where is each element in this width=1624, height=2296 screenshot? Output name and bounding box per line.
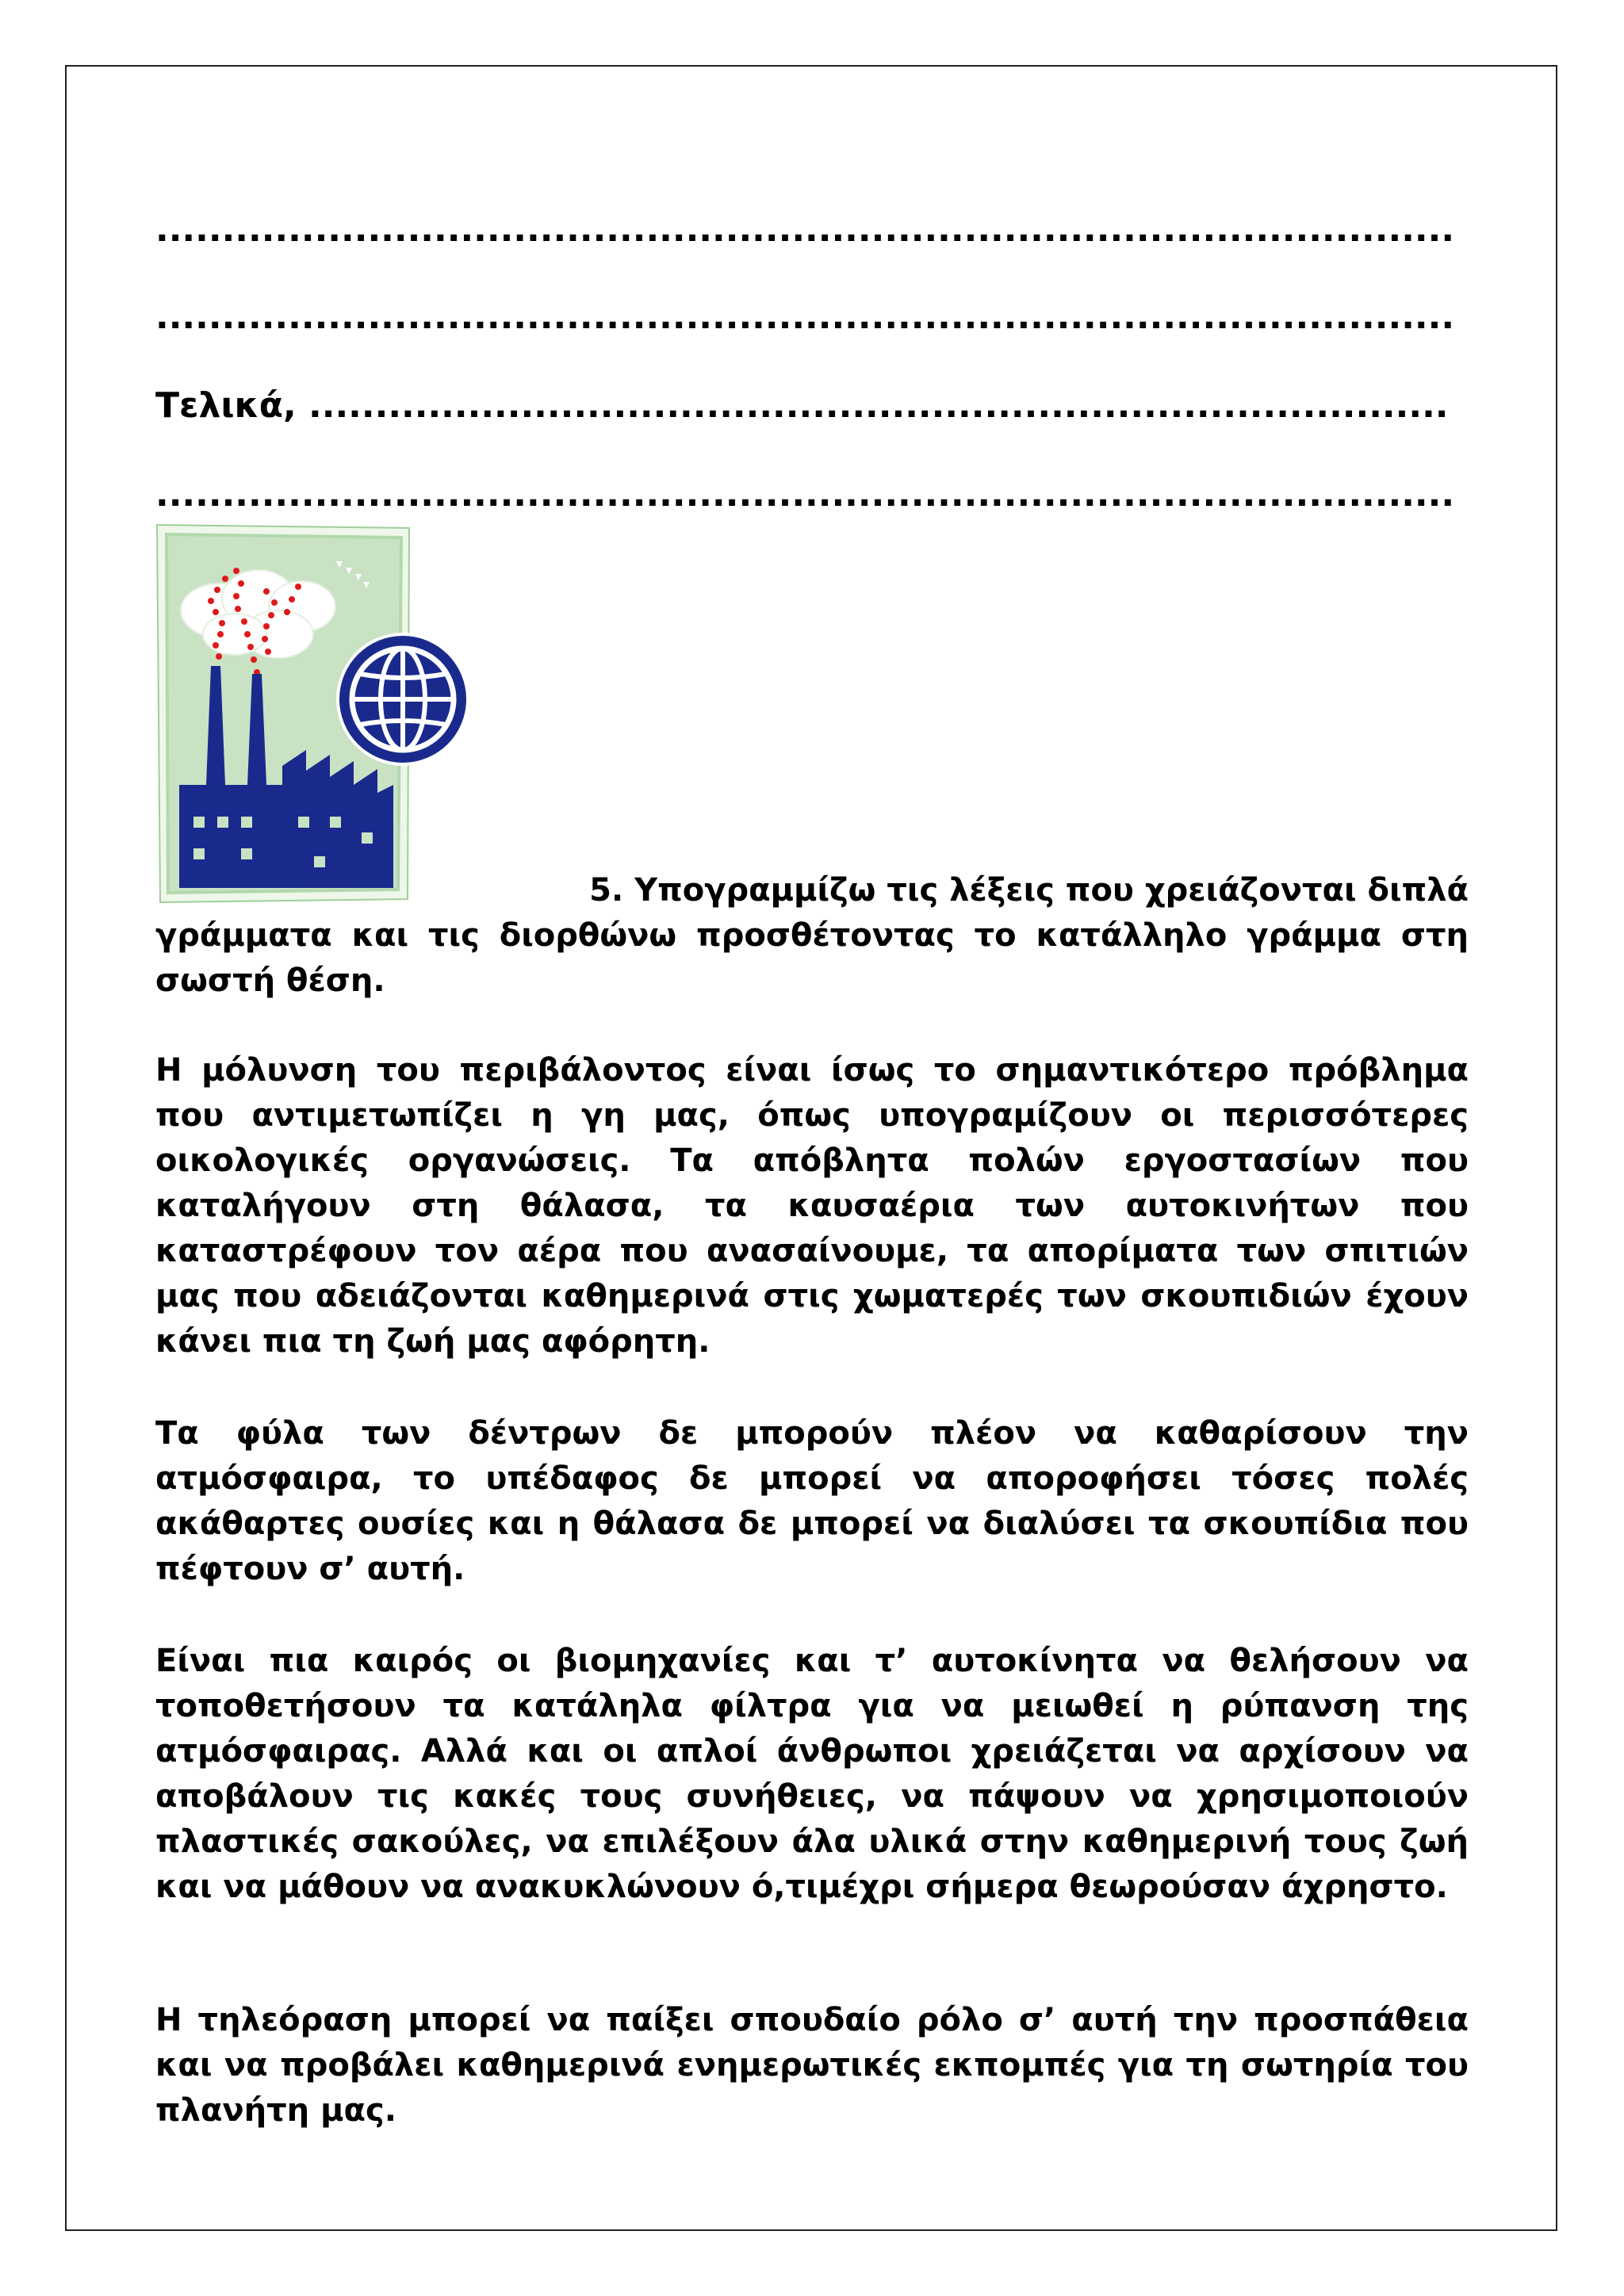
answer-line-1	[155, 208, 1469, 252]
answer-line-4-dots: ..................................................................................................	[155, 474, 1455, 515]
paragraph-3: Είναι πια καιρός οι βιομηχανίες και τ’ αυτοκίνητα να θελήσουν να τοποθετήσουν τα κατάληλα φίλτρα για να μειωθεί η ρύπανση της ατμόσφαιρας. Αλλά και οι απλοί άνθρωποι χρειάζεται να αρχίσουν να αποβάλουν τις κακές τους συνήθειες, να πάψουν να χρησιμοποιούν πλαστικές σακούλες, να επιλέξουν άλα υλικά στην καθημερινή τους ζωή και να μάθουν να ανακυκλώνουν ό,τιμέχρι σήμερα θεωρούσαν άχρηστο.	[155, 1643, 1469, 1905]
exercise-title-line1-text: 5. Υπογραμμίζω τις λέξεις που χρειάζονται διπλά	[589, 872, 1469, 909]
answer-line-3	[155, 384, 1469, 428]
paragraph-1: Η μόλυνση του περιβάλοντος είναι ίσως το σημαντικότερο πρόβλημα που αντιμετωπίζει η γη μας, όπως υπογραμίζουν οι περισσότερες οικολογικές οργανώσεις. Τα απόβλητα πολών εργοστασίων που καταλήγουν στη θάλασα, τα καυσαέρια των αυτοκινήτων που καταστρέφουν τον αέρα που ανασαίνουμε, τα απορίματα των σπιτιών μας που αδειάζονται καθημερινά στις χωματερές των σκουπιδιών έχουν κάνει πια τη ζωή μας αφόρητη.	[155, 1052, 1469, 1360]
answer-line-3-dots: ......................................................................................	[308, 385, 1449, 426]
factory-pollution-clipart	[155, 523, 488, 904]
answer-line-4	[155, 473, 1469, 517]
globe-icon	[336, 633, 469, 766]
paragraph-2: Τα φύλα των δέντρων δε μπορούν πλέον να καθαρίσουν την ατμόσφαιρα, το υπέδαφος δε μπορεί να απορoφήσει τόσες πολές ακάθαρτες ουσίες και η θάλασα δε μπορεί να διαλύσει τα σκουπίδια που πέφτουν σ’ αυτή.	[155, 1415, 1469, 1587]
exercise-title-line1	[473, 868, 1469, 913]
exercise-title-rest	[155, 913, 1469, 1004]
answer-line-2-dots: ..................................................................................................	[155, 297, 1455, 337]
answer-line-1-dots: ..................................................................................................	[155, 209, 1455, 250]
final-label: Τελικά,	[155, 385, 297, 426]
paragraph-4: Η τηλεόραση μπορεί να παίξει σπουδαίο ρόλο σ’ αυτή την προσπάθεια και να προβάλει καθημερινά ενημερωτικές εκπομπές για τη σωτηρία του πλανήτη μας.	[155, 2002, 1469, 2129]
exercise-title-rest-text: γράμματα και τις διορθώνω προσθέτοντας το κατάλληλο γράμμα στη σωστή θέση.	[155, 917, 1469, 999]
answer-line-2	[155, 295, 1469, 339]
